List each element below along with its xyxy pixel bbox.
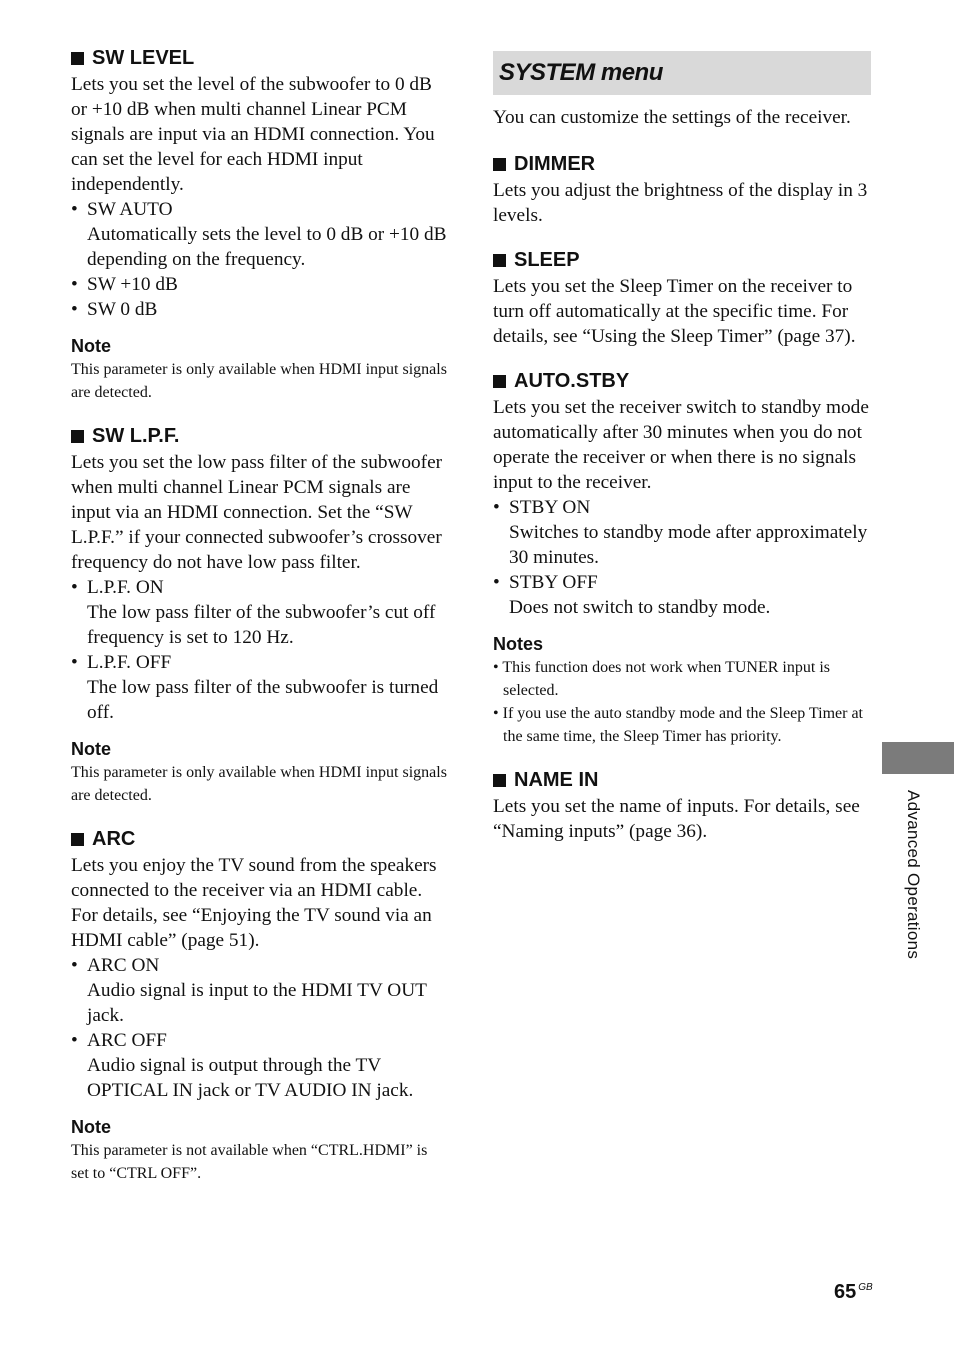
sleep-section [493,246,871,349]
bullet-icon: • [71,955,78,976]
option-item [71,650,449,675]
option-label: L.P.F. OFF [87,652,172,673]
section-heading [71,422,449,450]
option-desc: The low pass filter of the subwoofer is turned off. [87,677,439,723]
option-label: ARC OFF [87,1030,167,1051]
section-body: Lets you set the receiver switch to standby mode automatically after 30 minutes when you do not operate the receiver or when there is no signals input to the receiver. [493,397,869,493]
menu-title: SYSTEM menu [499,59,663,86]
option-item [493,495,871,520]
bullet-icon: • [71,652,78,673]
side-tab-label: Advanced Operations [904,790,923,960]
note-item [493,702,871,748]
section-body: Lets you set the Sleep Timer on the receiver to turn off automatically at the specific time. For details, see “Using the Sleep Timer” (page 37). [493,276,856,347]
note-item [493,656,871,702]
section-heading [493,367,871,395]
left-column [71,44,449,1203]
square-bullet-icon [71,430,84,443]
option-label: L.P.F. ON [87,577,164,598]
option-label: SW +10 dB [87,274,178,295]
auto-stby-section [493,367,871,748]
section-body: Lets you set the low pass filter of the subwoofer when multi channel Linear PCM signals are input via an HDMI connection. Set the “SW L.P.F.” if your connected subwoofer’s crossover frequency do not have low pass filter. [71,452,443,573]
option-item [71,272,449,297]
heading-text: SW LEVEL [92,47,195,69]
option-item [493,570,871,595]
sw-level-section [71,44,449,404]
bullet-icon: • [71,299,78,320]
square-bullet-icon [71,52,84,65]
dimmer-section [493,150,871,228]
bullet-icon: • [71,1030,78,1051]
section-heading [493,246,871,274]
option-label: STBY OFF [509,572,598,593]
note-text: This function does not work when TUNER input is selected. [502,659,830,699]
sw-lpf-section [71,422,449,807]
square-bullet-icon [493,375,506,388]
bullet-icon: • [493,572,500,593]
page-number [834,1281,873,1304]
section-body: Lets you set the name of inputs. For details, see “Naming inputs” (page 36). [493,796,860,842]
heading-text: NAME IN [514,769,599,791]
note-heading: Note [71,739,111,759]
bullet-icon: • [71,199,78,220]
menu-title-box [493,51,871,95]
section-heading [493,766,871,794]
bullet-icon: • [71,577,78,598]
side-tab-marker [882,742,954,774]
bullet-icon: • [493,497,500,518]
section-body: Lets you set the level of the subwoofer to 0 dB or +10 dB when multi channel Linear PCM signals are input via an HDMI connection. You can set the level for each HDMI input independently. [71,74,435,195]
option-label: SW AUTO [87,199,173,220]
section-heading [71,44,449,72]
square-bullet-icon [493,774,506,787]
notes-heading: Notes [493,634,544,654]
note-text: This parameter is not available when “CTRL.HDMI” is set to “CTRL OFF”. [71,1142,428,1182]
bullet-icon: • [71,274,78,295]
section-heading [71,825,449,853]
square-bullet-icon [493,158,506,171]
option-label: ARC ON [87,955,160,976]
section-body: Lets you adjust the brightness of the display in 3 levels. [493,180,868,226]
heading-text: ARC [92,828,136,850]
bullet-icon: • [493,705,503,722]
page-suffix: GB [858,1282,873,1294]
option-label: STBY ON [509,497,591,518]
intro-text: You can customize the settings of the receiver. [493,107,851,128]
bullet-icon: • [493,659,503,676]
square-bullet-icon [493,254,506,267]
note-text: If you use the auto standby mode and the Sleep Timer at the same time, the Sleep Timer has priority. [502,705,863,745]
option-desc: Audio signal is output through the TV OPTICAL IN jack or TV AUDIO IN jack. [87,1055,414,1101]
option-item [71,197,449,222]
note-text: This parameter is only available when HDMI input signals are detected. [71,361,447,401]
square-bullet-icon [71,833,84,846]
option-desc: The low pass filter of the subwoofer’s cut off frequency is set to 120 Hz. [87,602,436,648]
heading-text: SW L.P.F. [92,425,180,447]
right-column [493,44,871,862]
heading-text: SLEEP [514,249,580,271]
option-label: SW 0 dB [87,299,158,320]
heading-text: AUTO.STBY [514,370,630,392]
option-desc: Automatically sets the level to 0 dB or +10 dB depending on the frequency. [87,224,447,270]
option-item [71,575,449,600]
option-desc: Switches to standby mode after approximately 30 minutes. [509,522,868,568]
note-heading: Note [71,336,111,356]
section-heading [493,150,871,178]
arc-section [71,825,449,1185]
option-desc: Does not switch to standby mode. [509,597,771,618]
note-text: This parameter is only available when HDMI input signals are detected. [71,764,447,804]
option-item [71,953,449,978]
name-in-section [493,766,871,844]
option-desc: Audio signal is input to the HDMI TV OUT jack. [87,980,427,1026]
option-item [71,1028,449,1053]
section-body: Lets you enjoy the TV sound from the speakers connected to the receiver via an HDMI cable. For details, see “Enjoying the TV sound via an HDMI cable” (page 51). [71,855,437,951]
heading-text: DIMMER [514,153,596,175]
page-number-value: 65 [834,1281,857,1303]
option-item [71,297,449,322]
note-heading: Note [71,1117,111,1137]
